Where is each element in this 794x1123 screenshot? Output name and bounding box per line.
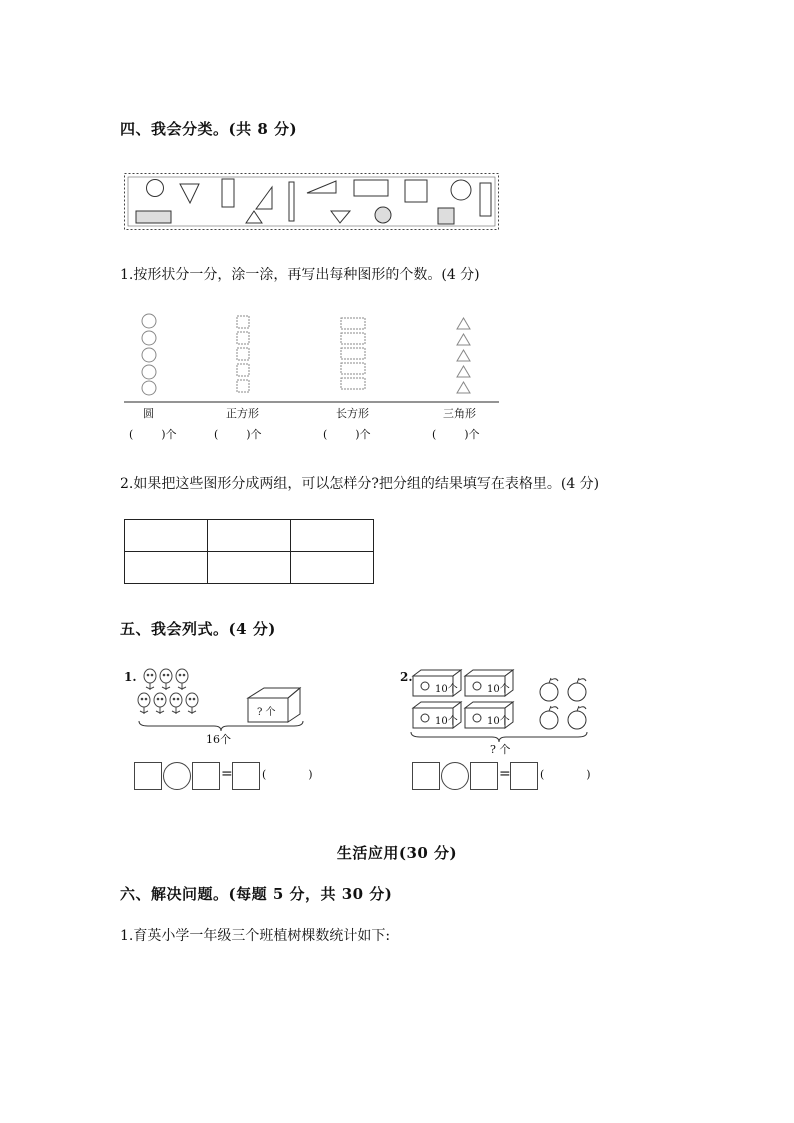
square-column	[237, 316, 249, 392]
circle-shape	[147, 180, 164, 197]
operator-circle[interactable]	[163, 762, 191, 790]
rectangle-column	[341, 318, 365, 389]
equation-box[interactable]	[412, 762, 440, 790]
category-label-square: 正方形	[226, 407, 259, 420]
box-label: ? 个	[257, 707, 276, 718]
box-label: 10个	[435, 684, 458, 695]
table-row	[125, 552, 374, 584]
section-5-title: 五、我会列式。(4 分)	[120, 620, 276, 638]
box-label: 10个	[487, 716, 510, 727]
rectangle-shape	[354, 180, 388, 196]
equals-sign: =	[221, 766, 233, 782]
equation-box[interactable]	[510, 762, 538, 790]
count-blank-rectangle[interactable]: ( )个	[323, 428, 371, 441]
category-label-rectangle: 长方形	[336, 407, 369, 420]
rectangle-shape	[289, 182, 294, 221]
rectangle-shape	[480, 183, 491, 216]
section-4-question-2: 2.如果把这些图形分成两组，可以怎样分?把分组的结果填写在表格里。(4 分)	[120, 476, 600, 492]
rectangle-shape	[136, 211, 171, 223]
table-cell[interactable]	[291, 552, 374, 584]
problem-2-number: 2.	[400, 670, 413, 684]
category-label-circle: 圆	[143, 407, 154, 420]
flowers-illustration	[136, 666, 210, 722]
shapes-box	[124, 173, 500, 231]
count-blank-square[interactable]: ( )个	[214, 428, 262, 441]
table-cell[interactable]	[208, 520, 291, 552]
table-cell[interactable]	[291, 520, 374, 552]
answer-parentheses[interactable]: ( )	[262, 768, 313, 781]
section-4-question-1: 1.按形状分一分，涂一涂，再写出每种图形的个数。(4 分)	[120, 267, 480, 283]
table-cell[interactable]	[125, 520, 208, 552]
total-label: 16个	[206, 733, 231, 746]
problem-1-number: 1.	[124, 670, 137, 684]
apples-illustration	[535, 676, 593, 732]
total-label: ? 个	[490, 743, 511, 756]
section-4-title: 四、我会分类。(共 8 分)	[120, 120, 298, 138]
table-row	[125, 520, 374, 552]
box-label: 10个	[435, 716, 458, 727]
triangle-shape	[331, 211, 350, 223]
equation-box[interactable]	[470, 762, 498, 790]
equals-sign: =	[499, 766, 511, 782]
square-shape	[405, 180, 427, 202]
triangle-shape	[180, 184, 199, 203]
life-application-title: 生活应用(30 分)	[336, 844, 458, 862]
square-shape	[438, 208, 454, 224]
triangle-shape	[307, 181, 336, 193]
category-label-triangle: 三角形	[443, 407, 476, 420]
triangle-column	[457, 318, 470, 393]
circle-shape	[375, 207, 391, 223]
circle-column	[142, 314, 156, 395]
triangle-shape	[256, 187, 272, 209]
count-blank-triangle[interactable]: ( )个	[432, 428, 480, 441]
rectangle-shape	[222, 179, 234, 207]
circle-shape	[451, 180, 471, 200]
answer-parentheses[interactable]: ( )	[540, 768, 591, 781]
shape-count-graph	[124, 308, 500, 404]
section-6-question-1: 1.育英小学一年级三个班植树棵数统计如下:	[120, 928, 391, 944]
table-cell[interactable]	[208, 552, 291, 584]
box-label: 10个	[487, 684, 510, 695]
operator-circle[interactable]	[441, 762, 469, 790]
triangle-shape	[246, 211, 262, 223]
equation-box[interactable]	[192, 762, 220, 790]
equation-box[interactable]	[232, 762, 260, 790]
section-6-title: 六、解决问题。(每题 5 分，共 30 分)	[120, 885, 393, 903]
equation-box[interactable]	[134, 762, 162, 790]
table-cell[interactable]	[125, 552, 208, 584]
count-blank-circle[interactable]: ( )个	[129, 428, 177, 441]
grouping-table	[124, 519, 374, 584]
